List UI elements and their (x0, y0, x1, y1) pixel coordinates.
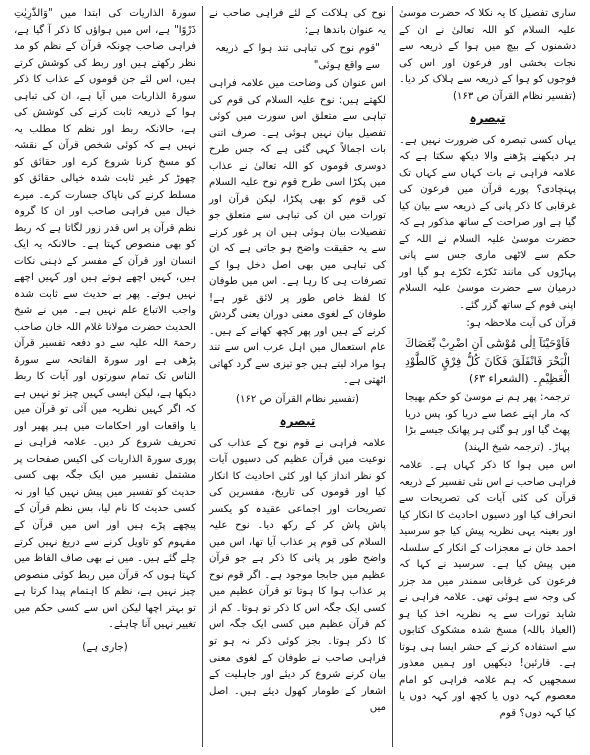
paragraph: سورۃ الذاریات کی ابتدا میں "وَالذّٰرِیٰتِ ذَرْوًا" ہے، اس میں ہواؤں کا ذکر آ گیا ہے، فراہی صاحب چونکہ قرآن کے نظم کو مد نظر رکھتے ہیں اور ربط کی کوشش کرتے ہیں، اس لئے جن قوموں کے عذاب کا ذکر سورۃ الذاریات میں آیا ہے، ان کی تباہی ہوا کے ذریعہ ثابت کرنے کی کوشش کی ہے، حالانکہ ربط اور نظم کا مطلب یہ نہیں ہے کہ کوئی شخص قرآن کے نقشہ کو مسخ کرنا شروع کرے اور حقائق کو چھوڑ کر غیر ثابت شدہ خیالی حقائق کو مسلط کرنے کی ناپاک جسارت کرے۔ میرے خیال میں فراہی صاحب اور ان کا گروہ نظم قرآن پر اس قدر زور لگاتا ہے کہ ربط کو بھی منصوص کہتا ہے۔ حالانکہ یہ ایک انسان اور قرآن کے مفسر کے ذہنی نکات ہیں، کہیں اچھے ہوتے ہیں اور کہیں اچھے نہیں ہوتے۔ پھر بے حدیث سے ثابت شدہ واجب الاتباع علم نہیں ہے۔ میں نے شیخ الحدیث حضرت مولانا غلام اللہ خان صاحب رحمۃ اللہ علیہ سے دو دفعہ تفسیر قرآن پڑھی ہے اور سورۃ الفاتحہ سے سورۃ الناس تک تمام سورتوں اور آیات کا ربط دیکھا ہے، لیکن ایسی کہیں چیز تو نہیں ہے کہ اگر کہیں نظریہ میں آئی تو قرآن میں یا واقعات اور احکامات میں ہیر پھیر اور تحریف شروع کر دیں۔ علامہ فراہی نے پوری سورۃ الذاریات کی اکیس صفحات پر مشتمل تفسیر میں ایک جگہ بھی کسی حدیث کو تفسیر میں پیش نہیں کیا اور نہ کسی حدیث کا نام لیا، بس نظم قرآن کے پیچھے پڑے ہیں اور اس میں قرآن کے مفہوم کو تاویل کرنے سے دریغ نہیں کرتے چلے گئے ہیں۔ میں نے بھی صاف الفاظ میں کہتا ہوں کہ قرآن میں ربط کوئی منصوص چیز نہیں ہے، نظم کا اہتمام پیدا کرتا ہے تو بہتر اچھا لیکن اس سے کسی حکم میں تغییر نہیں آنا چاہئے۔ (14, 8, 196, 631)
paragraph: یہاں کسی تبصرہ کی ضرورت نہیں ہے۔ ہر دیکھنے پڑھنے والا دیکھ سکتا ہے کہ علامہ فراہی نے بات کہاں سے کہاں تک پہنچادی؟ پورے قرآن میں فرعون کی غرقابی کا ذکر پانی کے ذریعہ سے بیان کیا گیا ہے اور صراحت کے ساتھ مذکور ہے کہ حضرت موسیٰ علیہ السلام نے اللہ کے حکم سے لاٹھی ماری جس سے پانی پہاڑوں کی مانند ٹکڑے ٹکڑے ہو گیا اور درمیان سے حضرت موسیٰ علیہ السلام اپنی قوم کے ساتھ گزر گئے۔ (399, 134, 576, 311)
continued-note: (جاری ہے) (82, 641, 128, 653)
column-left (8, 6, 202, 747)
column-container (8, 6, 582, 747)
column-right (392, 6, 582, 747)
section-heading: تبصرہ (279, 414, 316, 429)
section-heading: تبصرہ (469, 111, 506, 126)
verse-translation: ترجمہ: پھر ہم نے موسیٰ کو حکم بھیجا کہ مار اپنے عصا سے دریا کو، پس دریا پھٹ گیا اور ہو گئی ہر پھانک جیسے بڑا پہاڑ۔ (ترجمہ شیخ الہند) (405, 392, 570, 453)
paragraph: علامہ فراہی نے قوم نوح کے عذاب کی نوعیت میں قرآن عظیم کی دسیوں آیات کو نظر انداز کیا اور کئی احادیث کا انکار کیا اور قوموں کی تاریخ، مفسرین کی تصریحات اور اجماعی عقیدہ کو یکسر پاش پاش کر کے رکھ دیا۔ نوح علیہ السلام کی قوم پر عذاب آیا تھا، اس میں واضح طور پر پانی کا ذکر ہے جو قرآن عظیم میں جابجا موجود ہے۔ اگر قوم نوح پر عذاب ہوا کا ہوتا تو قرآن عظیم میں کسی ایک جگہ اس کا ذکر تو ہوتا۔ کم از کم قرآن عظیم میں کسی ایک جگہ اس کا ذکر ہوتا۔ بجز کوئی ذکر نہ ہو تو فراہی صاحب نے طوفان کے لغوی معنی بیان کرنے شروع کر دیئے اور جاہلیت کے اشعار کے طومار کھول دیئے ہیں۔ اصل میں (209, 437, 386, 714)
arabic-verse: فَاَوْحَیْنَآ اِلٰی مُوْسٰٓی اَنِ اضْرِبْ بِّعَصَاكَ الْبَحْرَ فَانْفَلَقَ فَكَانَ كُلُّ فِرْقٍ كَالطَّوْدِ الْعَظِیْمِ۔ (الشعراء ۶۳) (405, 336, 570, 386)
paragraph: اس میں ہوا کا ذکر کہاں ہے۔ علامہ فراہی صاحب نے اس نئی تفسیر کے ذریعہ قرآن کی کئی آیات کی تصریحات سے انحراف کیا اور دسیوں احادیث کا انکار کیا اور بعینہ یہی نظریہ پیش کیا جو سرسید احمد خان نے معجزات کے انکار کے سلسلہ میں پیش کیا ہے۔ سرسید نے کہا کہ فرعون کی غرقابی سمندر میں مد جزر کی وجہ سے ہوئی تھی۔ علامہ فراہی نے شاید تورات سے یہ نظریہ اخذ کیا ہو (العیاذ باللہ) مسخ شدہ مشکوک کتابوں سے استفادہ کرنے کے حشر ایسا ہی ہوتا ہے۔ قارئین! دیکھیں اور ہمیں معذور سمجھیں کہ ہم علامہ فراہی کو امام معصوم کہہ دوں یا کچھ اور کہہ دوں یا کیا کہہ دوں؟ قوم (399, 460, 576, 719)
paragraph: قرآن کی آیت ملاحظہ ہو: (466, 318, 576, 330)
paragraph: ساری تفصیل کا یہ نکلا کہ حضرت موسیٰ علیہ السلام کو اللہ تعالیٰ نے ان کے دشمنوں کے بیچ میں ہوا کے ذریعہ سے نجات بخشی اور فرعون اور اس کی فوجوں کو ہوا کے ذریعہ سے ہلاک کر دیا۔ (تفسیر نظام القرآن ص ۱۶۳) (399, 8, 576, 102)
citation: (تفسیر نظام القرآن ص ۱۶۲) (235, 393, 360, 405)
quoted-title: "قوم نوح کی تباہی تند ہوا کے ذریعہ سے واقع ہوئی" (215, 43, 380, 71)
paragraph: نوح کی ہلاکت کے لئے فراہی صاحب نے یہ عنوان باندھا ہے: (209, 8, 386, 36)
column-middle (202, 6, 392, 747)
paragraph: اس عنوان کی وضاحت میں علامہ فراہی لکھتے ہیں: نوح علیہ السلام کی قوم کی تباہی سے متعلق اس سورت میں کوئی تفصیل بیان نہیں ہوئی ہے۔ صرف اتنی بات اجمالاً کہی گئی ہے کہ جس طرح دوسری قوموں کو اللہ تعالیٰ نے عذاب میں پکڑا اسی طرح قوم نوح علیہ السلام کی قوم کو بھی پکڑا، لیکن قرآن اور تورات میں ان کی تباہی سے متعلق جو تفصیلات بیان ہوئی ہیں ان پر غور کرنے سے یہ حقیقت واضح ہو جاتی ہے کہ ان کی تباہی میں بھی اصل دخل ہوا کے تصرفات ہی کا رہا ہے۔ اس میں طوفان کا لفظ خاص طور پر لائق غور ہے! طوفان کے لغوی معنی دوران یعنی گردش کرنے کے ہیں اور پھر کچھ کھانے کے ہیں۔ عام استعمال میں اہل عرب اس سے تند ہوا مراد لیتے ہیں جو تیزی سے گرد کھاتی اٹھتی ہے۔ (209, 78, 386, 387)
